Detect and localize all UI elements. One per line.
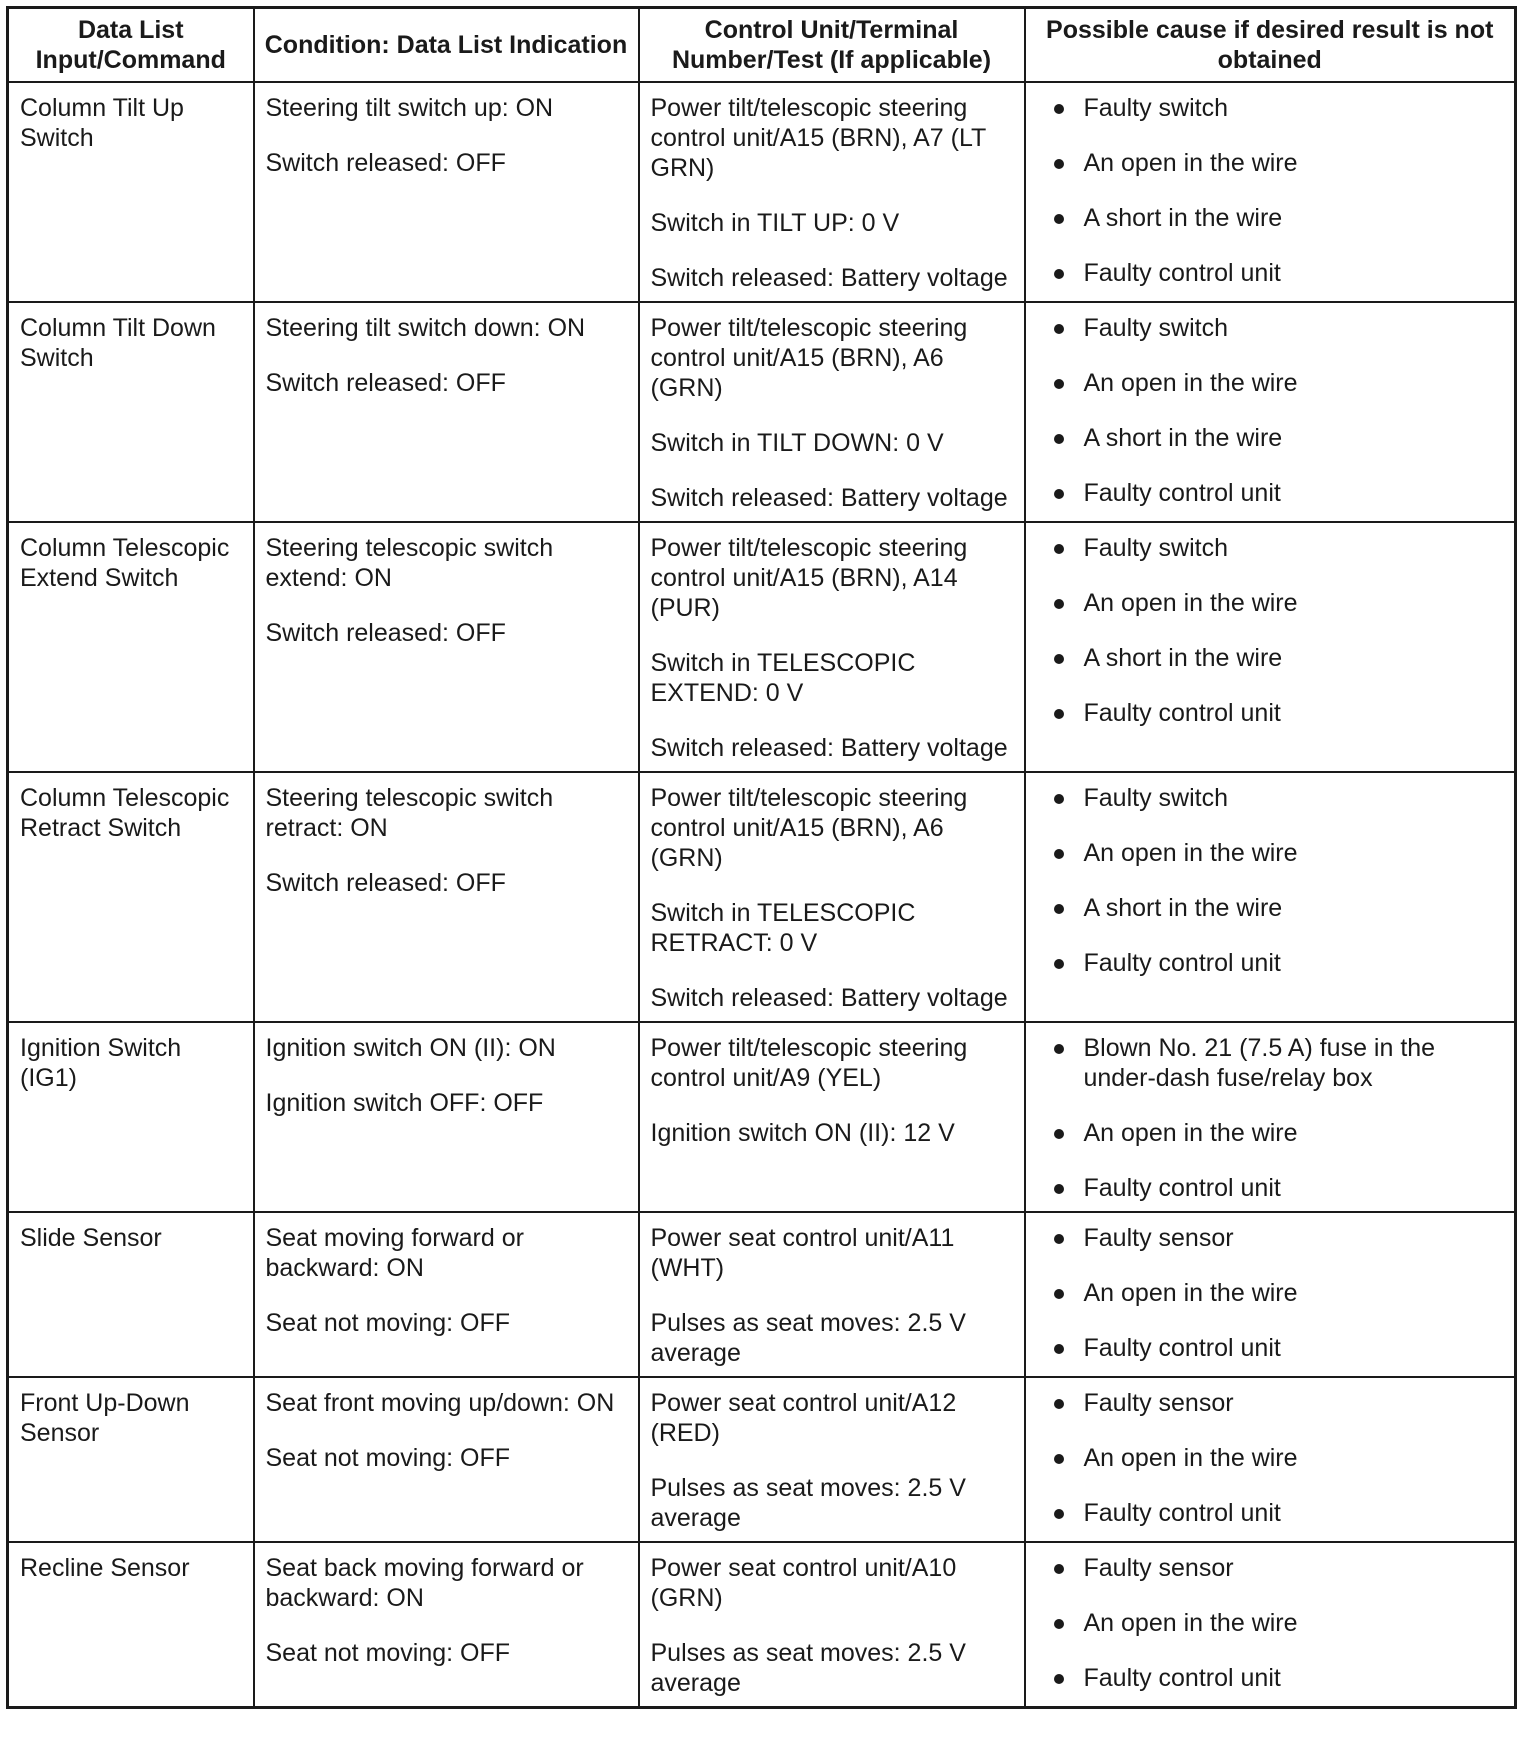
cause-text: A short in the wire	[1083, 204, 1283, 232]
cause-item	[1054, 1033, 1505, 1093]
cause-text: An open in the wire	[1083, 1609, 1298, 1637]
cause-text: Faulty switch	[1083, 94, 1228, 122]
table-row	[8, 1022, 1516, 1212]
bullet-icon	[1054, 1509, 1064, 1519]
cause-item	[1054, 838, 1505, 868]
cause-item	[1054, 203, 1505, 233]
control-unit-cell	[639, 82, 1025, 302]
condition-line: Seat front moving up/down: ON	[265, 1389, 615, 1417]
bullet-icon	[1054, 1234, 1064, 1244]
control-unit-line: Power tilt/telescopic steering control unit/A15 (BRN), A7 (LT GRN)	[650, 94, 986, 182]
cause-text: Faulty control unit	[1083, 1499, 1281, 1527]
cause-item	[1054, 1498, 1505, 1528]
input-command-cell: Recline Sensor	[8, 1542, 254, 1708]
condition-line: Steering tilt switch down: ON	[265, 314, 586, 342]
cause-text: Faulty sensor	[1083, 1389, 1234, 1417]
cause-item	[1054, 533, 1505, 563]
cause-list	[1037, 93, 1505, 288]
cause-text: Faulty control unit	[1083, 1664, 1281, 1692]
control-unit-line: Ignition switch ON (II): 12 V	[650, 1119, 955, 1147]
bullet-icon	[1054, 1564, 1064, 1574]
cause-item	[1054, 1223, 1505, 1253]
input-command-cell: Column Telescopic Extend Switch	[8, 522, 254, 772]
condition-cell	[254, 1377, 639, 1542]
cause-text: An open in the wire	[1083, 839, 1298, 867]
bullet-icon	[1054, 1619, 1064, 1629]
cause-item	[1054, 313, 1505, 343]
input-command-cell: Column Tilt Up Switch	[8, 82, 254, 302]
table-row	[8, 1212, 1516, 1377]
condition-line: Seat not moving: OFF	[265, 1639, 511, 1667]
condition-line: Ignition switch ON (II): ON	[265, 1034, 556, 1062]
condition-line: Seat back moving forward or backward: ON	[265, 1554, 584, 1612]
control-unit-line: Power tilt/telescopic steering control unit/A15 (BRN), A6 (GRN)	[650, 314, 968, 402]
cause-text: An open in the wire	[1083, 589, 1298, 617]
table-header	[8, 8, 1516, 83]
header-row	[8, 8, 1516, 83]
cause-item	[1054, 423, 1505, 453]
bullet-icon	[1054, 959, 1064, 969]
condition-line: Steering telescopic switch extend: ON	[265, 534, 554, 592]
control-unit-line: Pulses as seat moves: 2.5 V average	[650, 1639, 966, 1697]
cause-text: Blown No. 21 (7.5 A) fuse in the under-dash fuse/relay box	[1083, 1034, 1436, 1092]
bullet-icon	[1054, 599, 1064, 609]
bullet-icon	[1054, 709, 1064, 719]
control-unit-line: Switch released: Battery voltage	[650, 264, 1008, 292]
table-row	[8, 772, 1516, 1022]
header-control-unit: Control Unit/Terminal Number/Test (If applicable)	[639, 8, 1025, 83]
cause-text: Faulty control unit	[1083, 699, 1281, 727]
cause-item	[1054, 698, 1505, 728]
condition-cell	[254, 82, 639, 302]
control-unit-line: Switch in TELESCOPIC RETRACT: 0 V	[650, 899, 916, 957]
table-row	[8, 1542, 1516, 1708]
cause-item	[1054, 1333, 1505, 1363]
possible-cause-cell	[1025, 1542, 1516, 1708]
control-unit-cell	[639, 1212, 1025, 1377]
control-unit-line: Power seat control unit/A10 (GRN)	[650, 1554, 957, 1612]
control-unit-line: Power tilt/telescopic steering control unit/A9 (YEL)	[650, 1034, 968, 1092]
control-unit-line: Switch in TILT UP: 0 V	[650, 209, 900, 237]
input-command-cell: Column Tilt Down Switch	[8, 302, 254, 522]
condition-line: Steering tilt switch up: ON	[265, 94, 554, 122]
condition-cell	[254, 1022, 639, 1212]
data-list-table	[6, 6, 1517, 1709]
bullet-icon	[1054, 1344, 1064, 1354]
cause-item	[1054, 1608, 1505, 1638]
cause-item	[1054, 1388, 1505, 1418]
condition-line: Seat moving forward or backward: ON	[265, 1224, 524, 1282]
condition-line: Seat not moving: OFF	[265, 1444, 511, 1472]
cause-item	[1054, 1663, 1505, 1693]
header-input-command: Data List Input/Command	[8, 8, 254, 83]
cause-item	[1054, 93, 1505, 123]
control-unit-cell	[639, 522, 1025, 772]
condition-cell	[254, 1542, 639, 1708]
cause-list	[1037, 313, 1505, 508]
cause-text: Faulty control unit	[1083, 479, 1281, 507]
possible-cause-cell	[1025, 772, 1516, 1022]
table-row	[8, 1377, 1516, 1542]
cause-text: Faulty control unit	[1083, 949, 1281, 977]
control-unit-line: Power tilt/telescopic steering control unit/A15 (BRN), A14 (PUR)	[650, 534, 968, 622]
condition-cell	[254, 302, 639, 522]
bullet-icon	[1054, 1184, 1064, 1194]
cause-list	[1037, 783, 1505, 978]
bullet-icon	[1054, 794, 1064, 804]
cause-list	[1037, 1388, 1505, 1528]
control-unit-line: Pulses as seat moves: 2.5 V average	[650, 1309, 966, 1367]
cause-text: Faulty switch	[1083, 314, 1228, 342]
condition-line: Steering telescopic switch retract: ON	[265, 784, 554, 842]
bullet-icon	[1054, 1289, 1064, 1299]
cause-item	[1054, 1443, 1505, 1473]
control-unit-line: Power seat control unit/A12 (RED)	[650, 1389, 957, 1447]
cause-item	[1054, 1278, 1505, 1308]
bullet-icon	[1054, 1674, 1064, 1684]
cause-item	[1054, 1553, 1505, 1583]
control-unit-cell	[639, 1542, 1025, 1708]
table-row	[8, 522, 1516, 772]
possible-cause-cell	[1025, 1212, 1516, 1377]
control-unit-line: Pulses as seat moves: 2.5 V average	[650, 1474, 966, 1532]
bullet-icon	[1054, 489, 1064, 499]
cause-item	[1054, 368, 1505, 398]
control-unit-cell	[639, 1377, 1025, 1542]
control-unit-line: Power seat control unit/A11 (WHT)	[650, 1224, 955, 1282]
cause-item	[1054, 893, 1505, 923]
table-body	[8, 82, 1516, 1708]
cause-text: A short in the wire	[1083, 894, 1283, 922]
bullet-icon	[1054, 1129, 1064, 1139]
cause-text: An open in the wire	[1083, 1119, 1298, 1147]
control-unit-line: Switch released: Battery voltage	[650, 484, 1008, 512]
cause-item	[1054, 783, 1505, 813]
cause-list	[1037, 1223, 1505, 1363]
cause-item	[1054, 588, 1505, 618]
bullet-icon	[1054, 1044, 1064, 1054]
cause-item	[1054, 478, 1505, 508]
cause-text: A short in the wire	[1083, 424, 1283, 452]
cause-text: A short in the wire	[1083, 644, 1283, 672]
bullet-icon	[1054, 104, 1064, 114]
table-row	[8, 82, 1516, 302]
cause-item	[1054, 148, 1505, 178]
condition-line: Ignition switch OFF: OFF	[265, 1089, 544, 1117]
condition-cell	[254, 772, 639, 1022]
bullet-icon	[1054, 214, 1064, 224]
bullet-icon	[1054, 269, 1064, 279]
condition-cell	[254, 522, 639, 772]
condition-line: Switch released: OFF	[265, 619, 506, 647]
cause-text: Faulty sensor	[1083, 1554, 1234, 1582]
cause-text: Faulty switch	[1083, 534, 1228, 562]
cause-list	[1037, 533, 1505, 728]
control-unit-cell	[639, 302, 1025, 522]
cause-item	[1054, 643, 1505, 673]
condition-line: Seat not moving: OFF	[265, 1309, 511, 1337]
header-condition: Condition: Data List Indication	[254, 8, 639, 83]
bullet-icon	[1054, 544, 1064, 554]
table-row	[8, 302, 1516, 522]
input-command-cell: Column Telescopic Retract Switch	[8, 772, 254, 1022]
cause-list	[1037, 1033, 1505, 1203]
control-unit-line: Switch released: Battery voltage	[650, 734, 1008, 762]
cause-list	[1037, 1553, 1505, 1693]
bullet-icon	[1054, 654, 1064, 664]
cause-item	[1054, 1118, 1505, 1148]
control-unit-line: Switch in TILT DOWN: 0 V	[650, 429, 944, 457]
condition-line: Switch released: OFF	[265, 869, 506, 897]
possible-cause-cell	[1025, 302, 1516, 522]
cause-text: An open in the wire	[1083, 1444, 1298, 1472]
possible-cause-cell	[1025, 1377, 1516, 1542]
possible-cause-cell	[1025, 82, 1516, 302]
input-command-cell: Front Up-Down Sensor	[8, 1377, 254, 1542]
cause-text: Faulty control unit	[1083, 259, 1281, 287]
cause-text: An open in the wire	[1083, 369, 1298, 397]
control-unit-cell	[639, 1022, 1025, 1212]
bullet-icon	[1054, 849, 1064, 859]
control-unit-line: Power tilt/telescopic steering control unit/A15 (BRN), A6 (GRN)	[650, 784, 968, 872]
bullet-icon	[1054, 379, 1064, 389]
control-unit-cell	[639, 772, 1025, 1022]
cause-item	[1054, 948, 1505, 978]
cause-text: Faulty sensor	[1083, 1224, 1234, 1252]
bullet-icon	[1054, 1454, 1064, 1464]
control-unit-line: Switch released: Battery voltage	[650, 984, 1008, 1012]
cause-item	[1054, 1173, 1505, 1203]
cause-text: Faulty switch	[1083, 784, 1228, 812]
bullet-icon	[1054, 159, 1064, 169]
condition-line: Switch released: OFF	[265, 369, 506, 397]
input-command-cell: Ignition Switch (IG1)	[8, 1022, 254, 1212]
bullet-icon	[1054, 434, 1064, 444]
bullet-icon	[1054, 324, 1064, 334]
cause-text: An open in the wire	[1083, 149, 1298, 177]
possible-cause-cell	[1025, 522, 1516, 772]
condition-line: Switch released: OFF	[265, 149, 506, 177]
cause-text: Faulty control unit	[1083, 1334, 1281, 1362]
condition-cell	[254, 1212, 639, 1377]
cause-text: An open in the wire	[1083, 1279, 1298, 1307]
header-possible-cause: Possible cause if desired result is not obtained	[1025, 8, 1516, 83]
cause-text: Faulty control unit	[1083, 1174, 1281, 1202]
control-unit-line: Switch in TELESCOPIC EXTEND: 0 V	[650, 649, 916, 707]
bullet-icon	[1054, 1399, 1064, 1409]
cause-item	[1054, 258, 1505, 288]
bullet-icon	[1054, 904, 1064, 914]
input-command-cell: Slide Sensor	[8, 1212, 254, 1377]
possible-cause-cell	[1025, 1022, 1516, 1212]
